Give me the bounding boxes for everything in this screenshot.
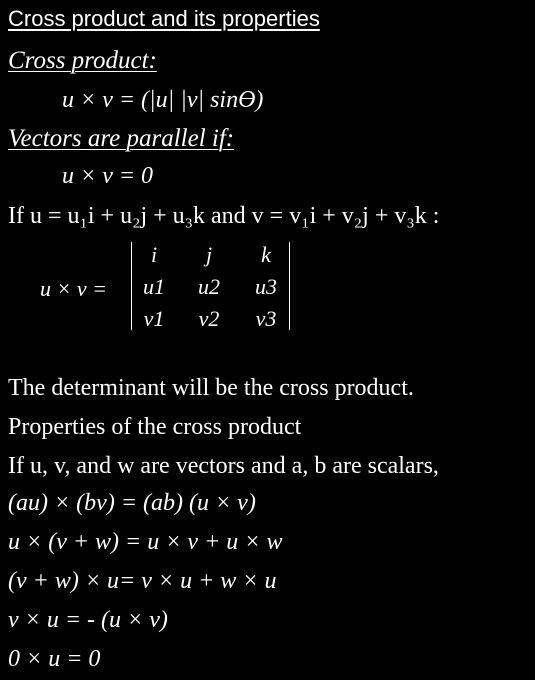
matrix-cell: v2: [198, 306, 220, 331]
property-scalar: (au) × (bv) = (ab) (u × v): [8, 490, 256, 516]
parallel-formula: u × v = 0: [62, 163, 154, 189]
determinant-matrix: [131, 240, 291, 332]
matrix-cell: u2: [198, 274, 220, 299]
parallel-heading: Vectors are parallel if:: [8, 125, 235, 152]
matrix-cell: i: [150, 242, 158, 267]
page-title: Cross product and its properties: [8, 6, 320, 31]
matrix-cell: v1: [143, 306, 165, 331]
component-condition: If u = u₁i + u₂j + u₃k and v = v₁i + v₂j + v₃k :: [8, 203, 440, 229]
property-distributive-right: (v + w) × u= v × u + w × u: [8, 568, 277, 594]
properties-intro: If u, v, and w are vectors and a, b are scalars,: [8, 453, 439, 479]
cross-product-formula: u × v = (|u| |v| sinϴ): [62, 87, 264, 113]
determinant-right-bar: [289, 242, 290, 330]
determinant-statement: The determinant will be the cross product.: [8, 375, 414, 401]
property-anticommutative: v × u = - (u × v): [8, 607, 168, 633]
properties-heading: Properties of the cross product: [8, 414, 302, 440]
property-distributive-left: u × (v + w) = u × v + u × w: [8, 529, 283, 555]
matrix-cell: u3: [255, 274, 277, 299]
determinant-label: u × v =: [40, 276, 107, 301]
matrix-cell: k: [261, 242, 271, 267]
matrix-cell: j: [205, 242, 213, 267]
property-zero: 0 × u = 0: [8, 646, 101, 672]
matrix-cell: u1: [143, 274, 165, 299]
matrix-cell: v3: [255, 306, 277, 331]
cross-product-heading: Cross product:: [8, 47, 157, 74]
